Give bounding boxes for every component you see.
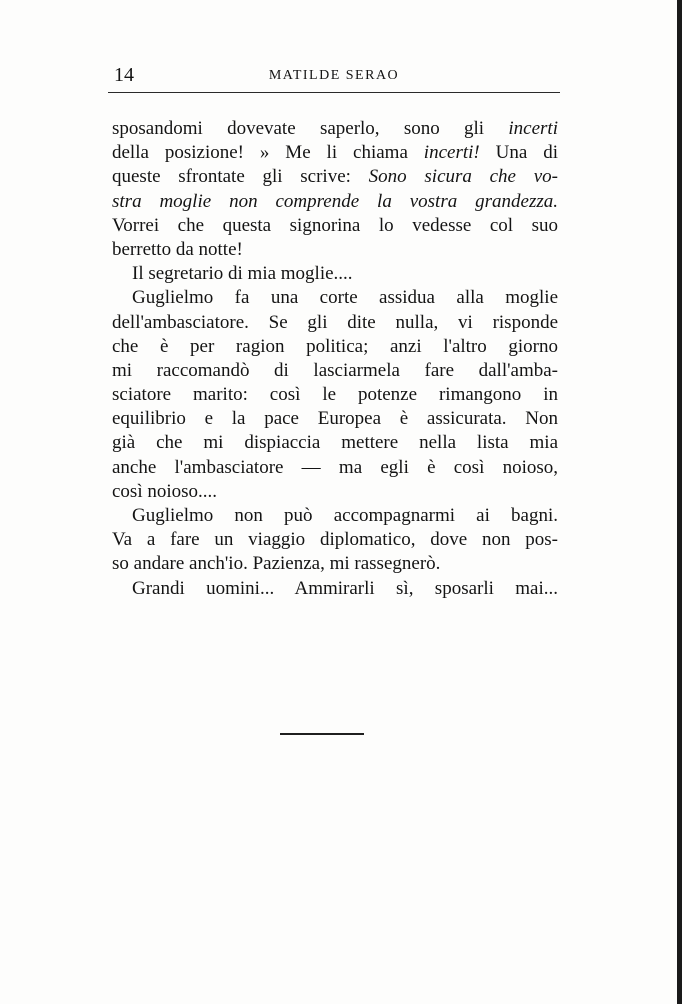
text-line: sposandomi dovevate saperlo, sono gli incerti	[112, 118, 558, 139]
page-number: 14	[114, 64, 134, 86]
text-line: Guglielmo fa una corte assidua alla moglie	[132, 287, 558, 309]
text-line: Grandi uomini... Ammirarli sì, sposarli mai...	[132, 577, 558, 599]
text-line: anche l'ambasciatore — ma egli è così noioso,	[112, 456, 558, 478]
page-edge-shadow	[677, 0, 682, 1004]
text-line: stra moglie non comprende la vostra grandezza.	[112, 190, 558, 212]
text-line: dell'ambasciatore. Se gli dite nulla, vi risponde	[112, 311, 558, 333]
header-rule	[108, 92, 560, 93]
text-line: che è per ragion politica; anzi l'altro giorno	[112, 335, 558, 357]
page-header	[108, 64, 560, 94]
text-line: mi raccomandò di lasciarmela fare dall'amba-	[112, 359, 558, 381]
text-line: Vorrei che questa signorina lo vedesse col suo	[112, 214, 558, 236]
text-line: Guglielmo non può accompagnarmi ai bagni.	[132, 505, 558, 526]
text-line: della posizione! » Me li chiama incerti! Una di	[112, 142, 558, 164]
text-line: Il segretario di mia moglie....	[132, 263, 353, 285]
text-line: sciatore marito: così le potenze rimangono in	[112, 384, 558, 406]
text-line: queste sfrontate gli scrive: Sono sicura che vo-	[112, 166, 558, 188]
text-line: equilibrio e la pace Europea è assicurata. Non	[112, 408, 558, 430]
text-line: so andare anch'io. Pazienza, mi rassegnerò.	[112, 553, 441, 575]
text-line: Va a fare un viaggio diplomatico, dove non pos-	[112, 529, 558, 551]
text-line: così noioso....	[112, 480, 218, 502]
body-text	[112, 117, 558, 601]
text-line: già che mi dispiaccia mettere nella lista mia	[112, 432, 558, 454]
end-rule	[280, 733, 364, 735]
running-head: MATILDE SERAO	[268, 68, 400, 83]
text-line: berretto da notte!	[112, 238, 243, 260]
